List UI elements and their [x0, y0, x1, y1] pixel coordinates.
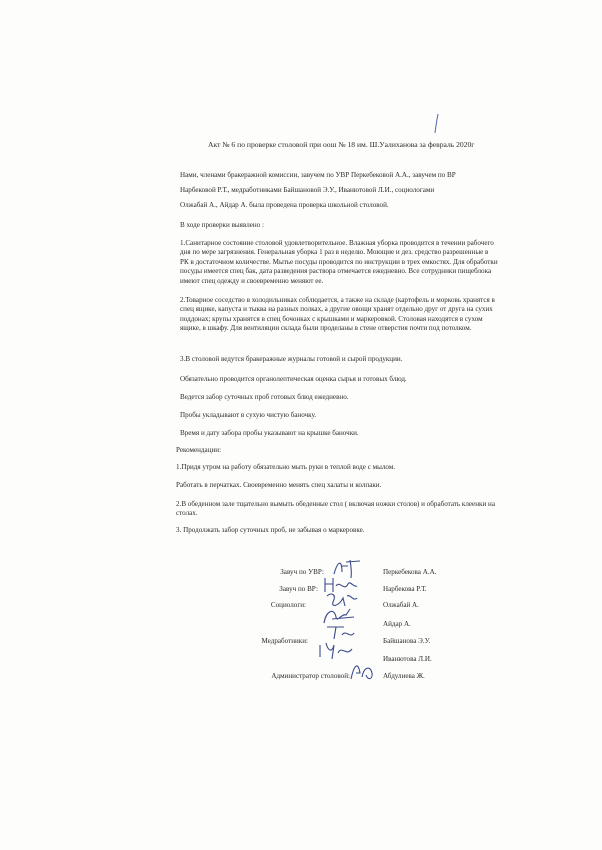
procedure-line-3: Пробы укладывают в сухую чистую баночку.: [180, 411, 317, 419]
procedure-line-4: Время и дату забора пробы указывают на крышке баночки.: [180, 429, 359, 437]
finding-3: 3.В столовой ведутся бракеражные журналы готовой и сырой продукции.: [180, 355, 403, 363]
procedure-line-2: Ведется забор суточных проб готовых блюд ежедневно.: [180, 393, 349, 401]
signature-role-admin: Администратор столовой:: [271, 672, 350, 680]
document-title: Акт № 6 по проверке столовой при оош № 18 им. Ш.Уалиханова за февраль 2020г: [208, 140, 475, 149]
signature-role-sociologists: Социологи:: [270, 601, 306, 609]
signature-scribble-admin: [348, 659, 378, 683]
findings-heading: В ходе проверки выявлено :: [180, 221, 264, 229]
finding-2: 2.Товарное соседство в холодильниках соблюдается, а также на складе (картофель и морковь хранятся в спец ящике, капуста и тыква на разных полках, а другие овощи хранят отдельно друг от друга на сухих поддонах; крупы хранятся в спец бочонках с крышками и маркеровкой. Столовая находятся в сухом ящике, в шкафу. Для вентиляции склада были проделаны в стене отверстия почти под потолком.: [180, 296, 495, 333]
signature-name-medical-1: Байшанова Э.У.: [383, 637, 431, 645]
intro-line-1: Нами, членами бракеражной комиссии, завучем по УВР Перкебековой А.А., завучем по ВР: [180, 171, 456, 179]
intro-line-2: Нарбековой Р.Т., медработниками Байшановой Э.У., Иванютовой Л.И., социологами: [180, 186, 435, 194]
signature-name-admin: Абдулиева Ж.: [383, 672, 425, 680]
recommendation-1: 1.Придя утром на работу обязательно мыть руки в теплой воде с мылом.: [176, 463, 396, 471]
signature-name-sociologist-1: Олжабай А.: [383, 601, 419, 609]
signature-name-sociologist-2: Айдар А.: [383, 620, 411, 628]
signature-role-uvr: Завуч по УВР:: [280, 568, 324, 576]
signature-role-medical: Медработники:: [261, 637, 308, 645]
signature-name-uvr: Перкебекова А.А.: [383, 568, 437, 576]
recommendation-1b: Работать в перчатках. Своевременно менять спец халаты и колпаки.: [176, 481, 382, 489]
procedure-line-1: Обязательно проводится органолептическая оценка сырья и готовых блюд.: [180, 375, 407, 383]
signature-name-medical-2: Иванютова Л.И.: [383, 655, 432, 663]
signature-name-vr: Нарбекова Р.Т.: [383, 585, 427, 593]
signature-role-vr: Завуч по ВР:: [279, 585, 318, 593]
recommendations-heading: Рекомендации:: [176, 446, 222, 454]
finding-1: 1.Санитарное состояние столовой удовлетворительное. Влажная уборка проводится в течении рабочего дня по мере загрязнения. Генеральная уборка 1 раз в неделю. Моющие и дез. средство разрешенные в РК в достаточном количестве. Мытье посуды проводится по инструкции в трех емкостях. Для обработки посуды имеется спец бак, дата разведения раствора отмечается ежедневно. Все сотрудники пищеблока имеют спец одежду и своевременно меняют ее.: [180, 239, 498, 285]
recommendation-3: 3. Продолжать забор суточных проб, не забывая о маркеровке.: [176, 526, 365, 534]
recommendation-2: 2.В обеденном зале тщательно вымыть обеденные стол ( включая ножки столов) и обработать клеенки на столах.: [176, 500, 495, 518]
ink-mark: [432, 113, 442, 135]
intro-line-3: Олжабай А., Айдар А. была проведена проверка школьной столовой.: [180, 201, 389, 209]
